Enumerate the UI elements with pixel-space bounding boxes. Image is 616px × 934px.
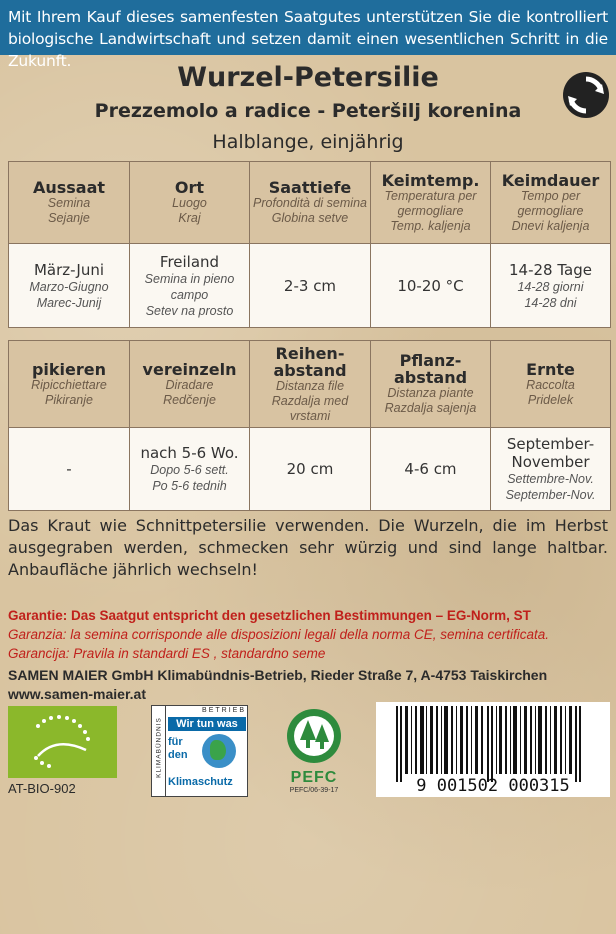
info-banner	[0, 0, 616, 70]
globe-icon	[202, 734, 236, 768]
eu-organic-logo	[8, 706, 117, 778]
header-cell	[130, 341, 250, 428]
sowing-header-row	[9, 162, 611, 244]
header-it: Temperatura per germogliare	[384, 188, 477, 218]
value-cell	[9, 244, 130, 328]
header-cell	[9, 341, 130, 428]
value-main: 20 cm	[286, 460, 334, 478]
value-cell	[250, 428, 371, 511]
header-it: Distanza piante	[387, 386, 474, 400]
eu-organic-code: AT-BIO-902	[8, 781, 76, 796]
sowing-table	[8, 161, 611, 328]
header-it: Raccolta	[526, 377, 575, 392]
value-cell	[371, 428, 491, 511]
product-title: Wurzel-Petersilie	[177, 62, 439, 93]
klima-side-text: KLIMABÜNDNIS	[155, 717, 163, 778]
cultivation-description: Das Kraut wie Schnittpetersilie verwenden. Die Wurzeln, die im Herbst ausgegraben werden, schmecken sehr würzig und sind lange haltbar. Anbaufläche jährlich wechseln!	[8, 516, 608, 579]
barcode-number: 9 001502 000315	[416, 776, 570, 796]
header-it: Ripicchiettare	[31, 377, 107, 392]
klima-line-fuer: für	[168, 736, 183, 748]
header-sl: Dnevi kaljenja	[511, 218, 590, 233]
header-sl: Pridelek	[527, 392, 574, 407]
header-cell	[371, 162, 491, 244]
barcode	[376, 702, 610, 797]
company-address: SAMEN MAIER GmbH Klimabündnis-Betrieb, Rieder Straße 7, A-4753 Taiskirchen	[8, 667, 548, 683]
klima-tagline	[168, 736, 202, 762]
value-sl: 14-28 dni	[524, 295, 577, 310]
care-header-row	[9, 341, 611, 428]
value-it: Semina in pieno campo	[144, 271, 235, 302]
value-main: 4-6 cm	[404, 460, 457, 478]
value-it: Marzo-Giugno	[29, 279, 109, 294]
value-cell	[130, 428, 250, 511]
header-label: vereinzeln	[142, 359, 237, 379]
guarantee-block	[8, 606, 613, 663]
value-main: -	[66, 460, 72, 478]
value-main: nach 5-6 Wo.	[140, 444, 239, 462]
value-sl: Marec-Junij	[36, 295, 102, 310]
header-it: Diradare	[165, 377, 214, 392]
value-main: 14-28 Tage	[509, 260, 592, 279]
header-sl: Razdalja sajenja	[384, 401, 477, 415]
value-it: 14-28 giorni	[517, 279, 584, 294]
value-cell	[130, 244, 250, 328]
value-cell	[491, 244, 611, 328]
header-sl: Kraj	[178, 211, 201, 225]
recycling-icon	[561, 70, 611, 120]
value-sl: Setev na prosto	[145, 303, 234, 318]
pefc-logo	[278, 706, 350, 798]
header-label: Saattiefe	[268, 178, 352, 197]
header-sl: Razdalja med vrstami	[271, 393, 349, 423]
header-sl: Temp. kaljenja	[390, 218, 471, 233]
header-label: Keimtemp.	[381, 170, 480, 190]
header-label: Pflanz-abstand	[393, 351, 468, 387]
value-main: September-November	[506, 435, 595, 471]
header-cell	[250, 162, 371, 244]
guarantee-sl: Garancija: Pravila in standardi ES , standardno seme	[8, 646, 326, 661]
value-sl: Po 5-6 tednih	[152, 479, 227, 493]
value-main: 10-20 °C	[397, 276, 464, 295]
value-it: Settembre-Nov.	[507, 472, 594, 486]
header-it: Profondità di semina	[253, 196, 367, 210]
header-sl: Globina setve	[271, 211, 349, 225]
header-cell	[9, 162, 130, 244]
value-main: März-Juni	[33, 260, 105, 279]
header-it: Semina	[47, 196, 91, 210]
value-main: 2-3 cm	[283, 276, 337, 295]
guarantee-de: Garantie: Das Saatgut entspricht den gesetzlichen Bestimmungen – EG-Norm, ST	[8, 608, 531, 623]
header-label: Ernte	[526, 359, 575, 379]
value-it: Dopo 5-6 sett.	[150, 463, 229, 477]
header-cell	[371, 341, 491, 428]
pefc-label: PEFC	[290, 769, 338, 786]
banner-line-1: Mit Ihrem Kauf dieses samenfesten Saatgutes unterstützen Sie die kontrolliert	[8, 8, 608, 26]
sowing-value-row	[9, 244, 611, 328]
header-it: Distanza file	[275, 378, 345, 393]
value-main: Freiland	[159, 252, 220, 271]
product-variety: Halblange, einjährig	[212, 131, 404, 153]
value-cell	[250, 244, 371, 328]
company-info	[8, 666, 547, 704]
company-website[interactable]: www.samen-maier.at	[8, 686, 146, 702]
eu-leaf-icon	[8, 706, 117, 778]
value-sl: September-Nov.	[505, 488, 596, 502]
care-table	[8, 340, 611, 511]
klima-top-text: BETRIEB	[202, 707, 246, 714]
klima-headline: Wir tun was	[168, 717, 246, 731]
header-sl: Sejanje	[48, 211, 90, 225]
product-subtitle: Prezzemolo a radice - Peteršilj korenina	[94, 100, 522, 122]
klima-line-den: den	[168, 749, 188, 761]
klimabuendnis-logo	[151, 705, 248, 797]
guarantee-it: Garanzia: la semina corrisponde alle disposizioni legali della norma CE, semina certificata.	[8, 627, 550, 642]
header-sl: Pikiranje	[45, 392, 93, 407]
header-label: Keimdauer	[501, 170, 600, 190]
pefc-code: PEFC/06-39-17	[289, 787, 339, 794]
header-cell	[491, 162, 611, 244]
header-it: Tempo per germogliare	[517, 188, 584, 218]
header-label: pikieren	[31, 359, 107, 379]
value-cell	[9, 428, 130, 511]
care-value-row	[9, 428, 611, 511]
header-it: Luogo	[172, 196, 207, 210]
value-cell	[371, 244, 491, 328]
banner-line-2: biologische Landwirtschaft und setzen damit einen wesentlichen Schritt in die Zukunft.	[8, 30, 608, 70]
header-cell	[130, 162, 250, 244]
pefc-tree-icon	[278, 706, 350, 766]
header-cell	[491, 341, 611, 428]
klima-side-strip	[152, 706, 166, 796]
header-sl: Redčenje	[163, 392, 216, 407]
header-label: Reihen-abstand	[273, 343, 347, 380]
header-label: Aussaat	[32, 178, 106, 197]
header-cell	[250, 341, 371, 428]
klima-line-klimaschutz: Klimaschutz	[168, 776, 233, 788]
value-cell	[491, 428, 611, 511]
header-label: Ort	[174, 178, 205, 197]
